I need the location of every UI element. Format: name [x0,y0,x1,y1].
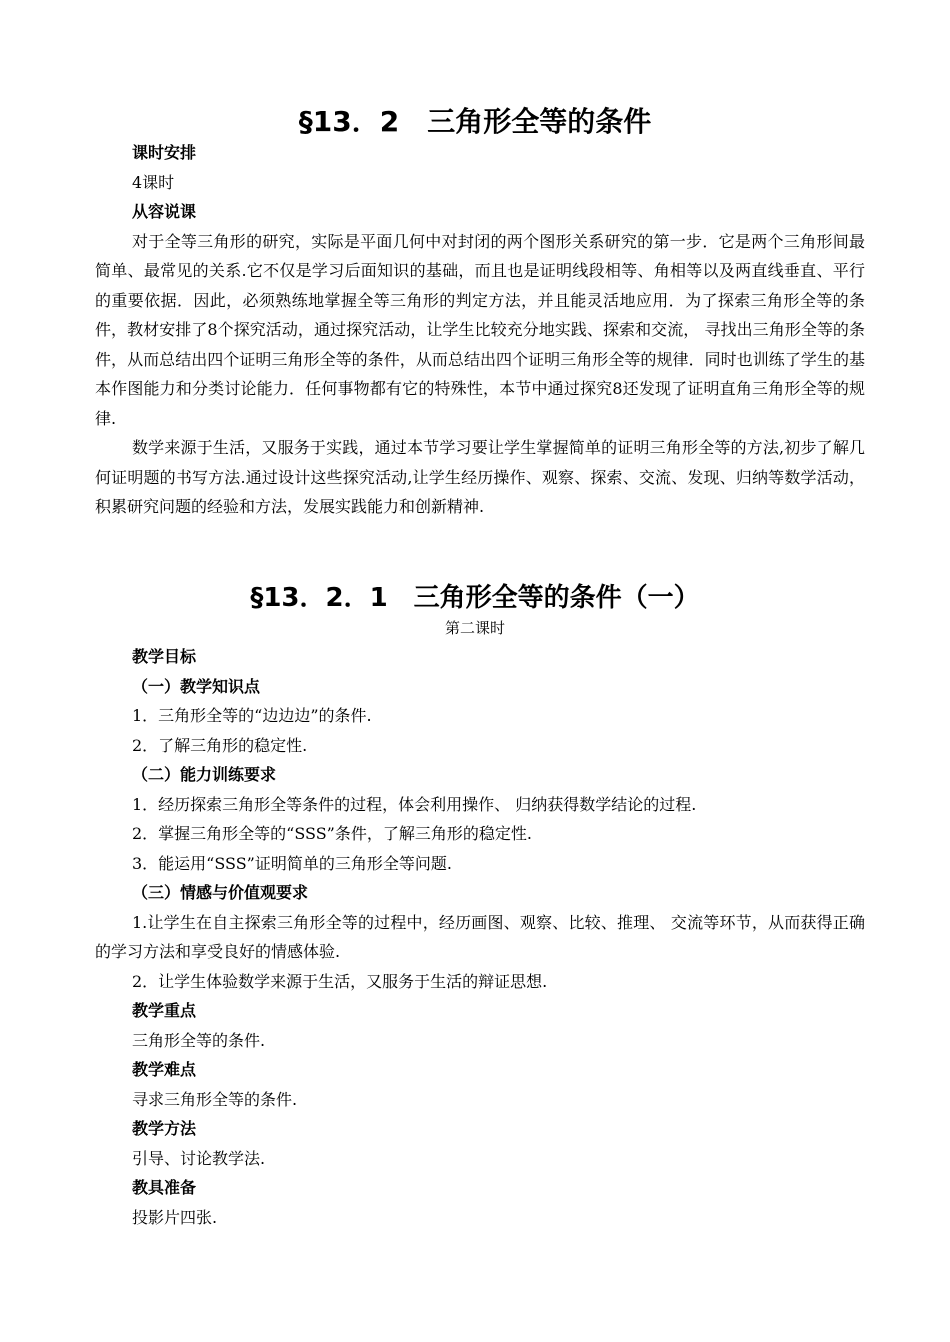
materials-heading: 教具准备 [132,1178,197,1197]
subsection-title: §13．2．1 三角形全等的条件（一） [250,583,700,613]
difficulty-heading: 教学难点 [132,1060,197,1079]
emotion-heading: （三）情感与价值观要求 [132,883,309,902]
objectives-heading: 教学目标 [132,647,197,666]
ability-heading: （二）能力训练要求 [132,765,277,784]
list-item: 2．掌握三角形全等的“SSS”条件，了解三角形的稳定性. [132,824,532,843]
session-label: 第二课时 [444,619,505,637]
list-item: 3．能运用“SSS”证明简单的三角形全等问题. [132,853,452,873]
list-item: 1.让学生在自主探索三角形全等的过程中，经历画图、观察、比较、推理、 交流等环节，从而获得正确的学习方法和享受良好的情感体验. [95,912,865,961]
list-item: 2．了解三角形的稳定性. [132,735,308,755]
overview-paragraph: 对于全等三角形的研究，实际是平面几何中对封闭的两个图形关系研究的第一步．它是两个三角形间最简单、最常见的关系.它不仅是学习后面知识的基础，而且也是证明线段相等、角相等以及两直线垂直、平行的重要依据．因此，必须熟练地掌握全等三角形的判定方法，并且能灵活地应用．为了探索三角形全等的条件，教材安排了8个探究活动，通过探究活动，让学生比较充分地实践、探索和交流， 寻找出三角形全等的条件，从而总结出四个证明三角形全等的条件，从而总结出四个证明三角形全等的规律．同时也训练了学生的基本作图能力和分类讨论能力．任何事物都有它的特殊性，本节中通过探究8还发现了证明直角三角形全等的规律. [95,231,865,428]
section-title: §13．2 三角形全等的条件 [298,105,652,138]
list-item: 1．经历探索三角形全等条件的过程，体会利用操作、 归纳获得数学结论的过程. [132,794,697,814]
materials-value: 投影片四张. [132,1207,218,1227]
difficulty-value: 寻求三角形全等的条件. [132,1089,298,1109]
method-value: 引导、讨论教学法. [132,1148,266,1168]
lesson-plan [95,642,865,1232]
list-item: 1．三角形全等的“边边边”的条件. [132,706,372,725]
section-intro [95,138,865,522]
method-heading: 教学方法 [132,1119,197,1138]
overview-heading: 从容说课 [132,202,197,221]
knowledge-heading: （一）教学知识点 [132,676,261,696]
schedule-value: 4课时 [132,172,175,192]
overview-paragraph: 数学来源于生活，又服务于实践，通过本节学习要让学生掌握简单的证明三角形全等的方法,初步了解几何证明题的书写方法.通过设计这些探究活动,让学生经历操作、观察、探索、交流、发现、归纳等数学活动，积累研究问题的经验和方法，发展实践能力和创新精神. [95,438,865,516]
schedule-heading: 课时安排 [132,143,197,162]
key-point-heading: 教学重点 [132,1001,197,1020]
key-point-value: 三角形全等的条件. [132,1030,266,1050]
list-item: 2．让学生体验数学来源于生活，又服务于生活的辩证思想. [132,971,548,991]
